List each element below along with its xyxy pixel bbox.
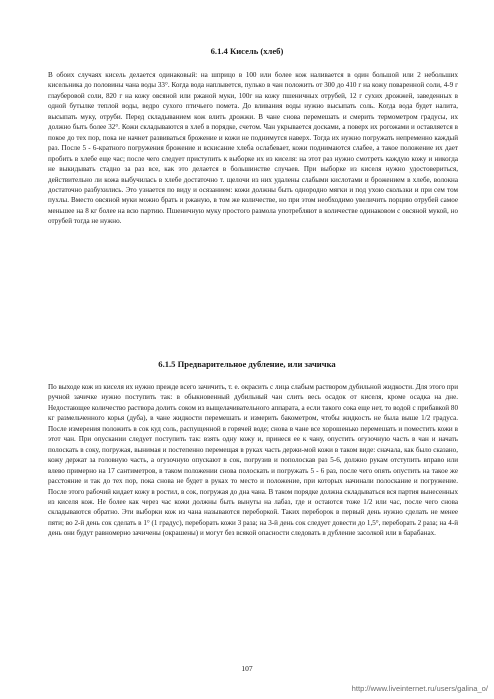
paragraph-zachichka: По выходе кож из киселя их нужно прежде всего зачичить, т. е. окрасить с лица слабым раствором дубильной жидкости. Для этого при ручной зачичке нужно поступить так: в обыкновенный дубильный чан слить весь осадок от киселя, кроме осадка на дне. Недостающее количество раствора долить соком из выщелачивательного аппарата, а если такого сока еще нет, то водой с прибавкой 80 кг размельченного корья (дуба), в чане жидкости перемешать и измерить бакометром, чтобы жидкость не была выше 1/2 градуса. После измерения положить в сок куд соль, распущенной в горячей воде; снова в чане все хорошенько перемешать и поместить кожи в этот чан. При опускании следует поступить так: взять одну кожу и, принеся ее к чану, опустить огузочную часть в чан и начать полоскать в соку, погружая, вынимая и постепенно перемещая в руках часть держи-мой кожи в таком виде: сначала, как было сказано, кожу держат за головную часть, а огузочную опускают в сок, погрузив и пополоскав раз 5-6, должно рукам отступить вправо или влево примерно на 17 сантиметров, в таком положении снова полоскать и погружать 5 - 6 раз, после чего опять опустить на такое же расстояние и так до тех пор, пока снова не будет в руках то место и положение, при которых начинали полоскание и погружение. После этого рабочий кидает кожу в ростил, в сок, погружая до дна чана. В таком порядке должна складываться вся партия вынесенных из киселя кож. Не более как через час кожи должны быть вынуты на лабаз, где и остаются тоже 1/2 или час, после чего снова складываются обратно. Эти выборки кож из чана называются переборкой. Таких переборок в первый день нужно сделать не менее пяти; во 2-й день сок сделать в 1° (1 градус), переборать кожи 3 раза; на 3-й день сок следует довести до 1,5°, переборать 2 раза; на 4-й день они будут равномерно зачичены (окрашены) и могут без всякой опасности следовать в дубление засолкой или в барабанах. — [48, 383, 458, 538]
paragraph-kisel: В обоих случаях кисель делается одинаковый: на шприцо в 100 или более кож наливается в один большой или 2 небольших кисельника до половины чана воды 33°. Когда вода наплывется, пулько в чан положить от 300 до 410 г на кожу поваренной соли, 4-9 г глауберовой соли, 820 г на кожу овсяной или ржаной муки, 100г на кожу пшеничных отрубей, 12 г сухих дрожжей, заведенных в одной бутылке теплой воды, ведро сухого птичьего помета. До вливания воды нужно высыпать соль. Когда вода будет налита, высыпать муку, отруби. Перед складыванием кож влить дрожжи. В чане снова перемешать и смерить термометром градусы, их должно быть более 32°. Кожи складываются в хлеб в порядке, счетом. Чан укрывается досками, а поверх их рогожами и оставляется в покое до тех пор, пока не начнет развиваться брожение и кожи не поднимутся наверх. Тогда их нужно погружать непременно каждый раз. После 5 - 6-кратного погружения брожение и вскисание хлеба ослабевает, кожи поднимаются слабее, а такое положение их дает пробить в хлебе еще час; после чего следует приступить к выборке их из киселя: на этот раз нужно смотреть каждую кожу и никогда не выкидывать стадно за раз все, как это делается в большинстве случаев. При выборке из киселя нужно удостовериться, действительно ли кожа выбучилась в хлебе достаточно т. щелочи из них удалены слабыми кислотами и брожением в хлебе, волокна достаточно разбухились. Это узнается по виду и осязанием: кожи должны быть однородно мягки и под ухою скользки и при сем том пухлы. Вместо овсяной муки можно брать и ржаную, в том же количестве, но при этом необходимо увеличить порцию отрубей самое меньшее на 8 кг более на всю партию. Пшеничную муку простого размола употребляют в количестве одинаковом с овсяной мукой, но отрубей тогда не нужно. — [48, 71, 458, 226]
section-heading-kisel: 6.1.4 Кисель (хлеб) — [210, 46, 284, 56]
section-heading-zachichka: 6.1.5 Предварительное дубление, или зачичка — [158, 359, 336, 369]
page-number: 107 — [241, 664, 253, 673]
watermark-url: http://www.liveinternet.ru/users/galina_o/ — [351, 684, 488, 693]
